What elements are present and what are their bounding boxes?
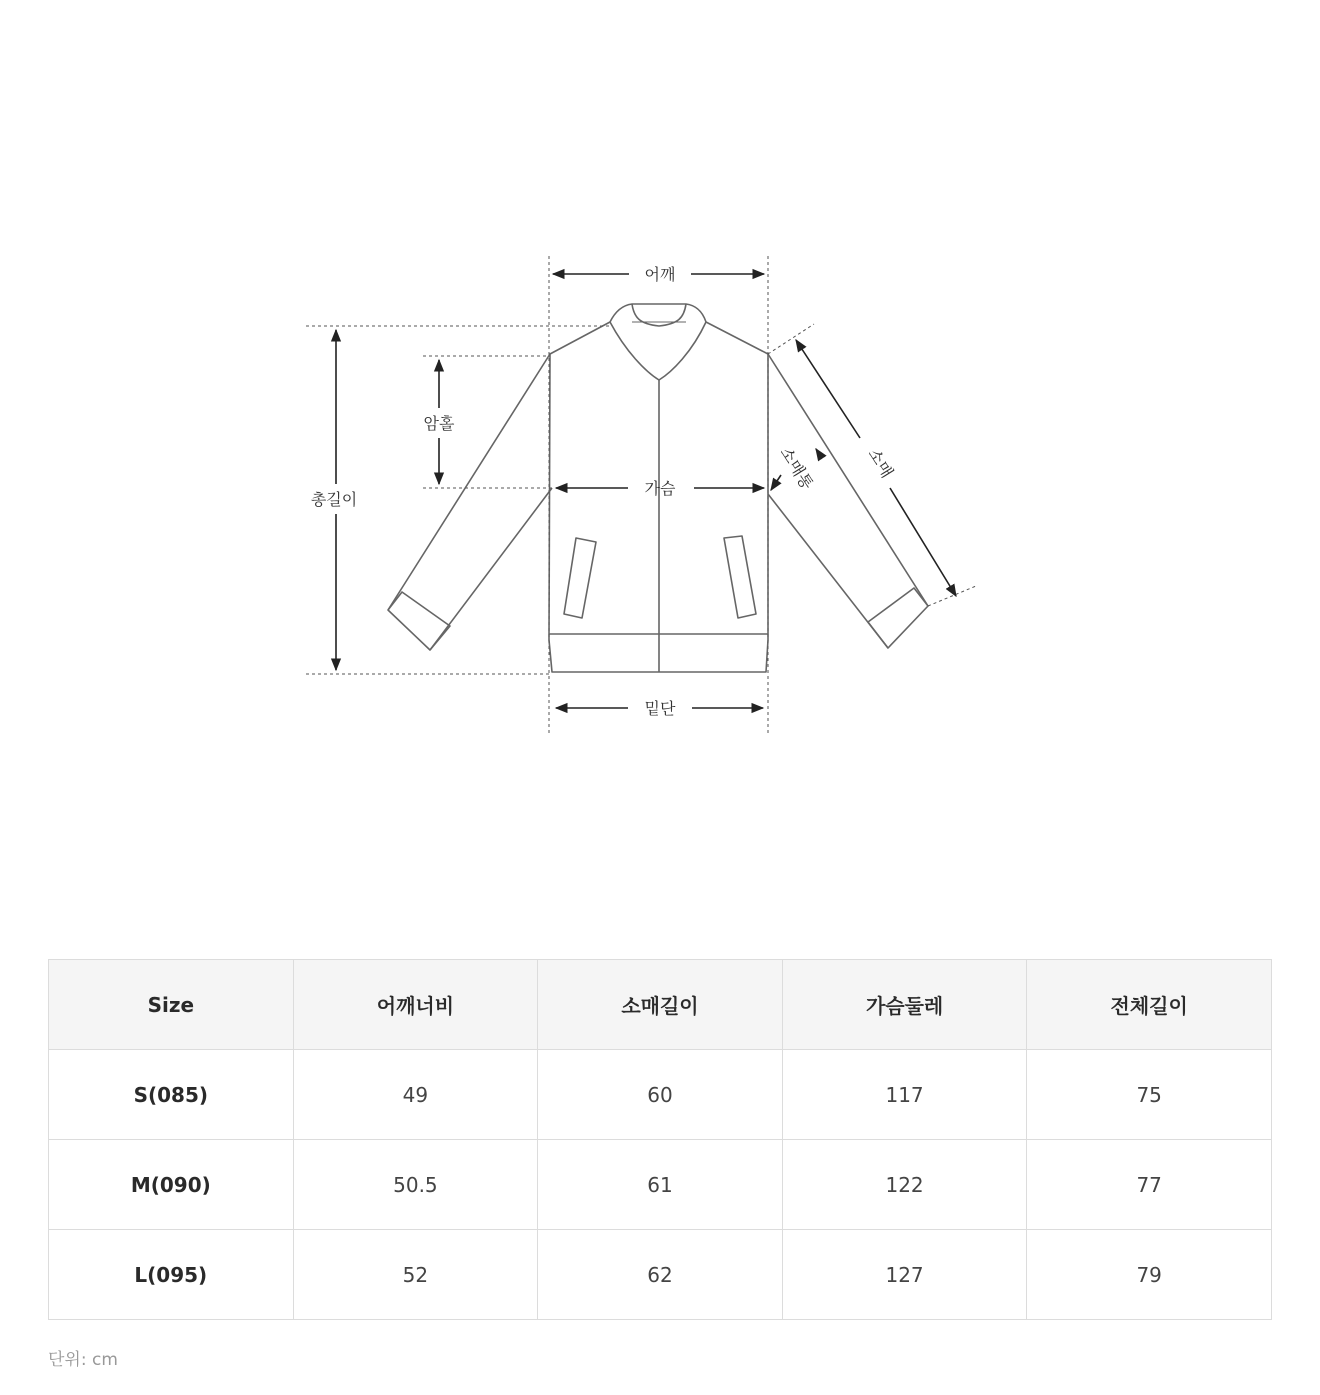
header-sleeve-length: 소매길이 — [538, 960, 783, 1050]
table-cell: 79 — [1027, 1230, 1272, 1320]
size-table — [48, 959, 1272, 1320]
table-cell: 61 — [538, 1140, 783, 1230]
header-size: Size — [49, 960, 294, 1050]
table-cell: 52 — [293, 1230, 538, 1320]
right-cuff — [868, 588, 928, 648]
header-total-length: 전체길이 — [1027, 960, 1272, 1050]
label-hem: 밑단 — [644, 699, 676, 718]
size-cell: L(095) — [49, 1230, 294, 1320]
header-shoulder-width: 어깨너비 — [293, 960, 538, 1050]
table-cell: 122 — [782, 1140, 1027, 1230]
table-cell: 60 — [538, 1050, 783, 1140]
label-sleeve: 소매 — [864, 444, 897, 482]
table-cell: 117 — [782, 1050, 1027, 1140]
table-row — [49, 1230, 1272, 1320]
table-cell: 77 — [1027, 1140, 1272, 1230]
right-sleeve — [768, 354, 928, 648]
table-cell: 127 — [782, 1230, 1027, 1320]
left-pocket — [564, 538, 596, 618]
jacket-collar — [610, 304, 706, 322]
jacket-collar-inner — [610, 322, 706, 380]
left-sleeve — [388, 354, 552, 650]
table-cell: 50.5 — [293, 1140, 538, 1230]
jacket-collar-band — [632, 304, 686, 326]
size-cell: M(090) — [49, 1140, 294, 1230]
table-row — [49, 1140, 1272, 1230]
unit-note: 단위: cm — [48, 1350, 118, 1370]
table-row — [49, 1050, 1272, 1140]
table-cell: 62 — [538, 1230, 783, 1320]
table-header-row — [49, 960, 1272, 1050]
label-shoulder: 어깨 — [644, 265, 676, 284]
label-armhole: 암홀 — [423, 414, 455, 433]
label-sleeve-width: 소매통 — [776, 443, 818, 493]
right-pocket — [724, 536, 756, 618]
guide-lines — [306, 256, 976, 734]
table-cell: 49 — [293, 1050, 538, 1140]
left-cuff — [388, 592, 450, 650]
table-cell: 75 — [1027, 1050, 1272, 1140]
size-cell: S(085) — [49, 1050, 294, 1140]
label-total-length: 총길이 — [310, 490, 358, 509]
header-chest-circumference: 가슴둘레 — [782, 960, 1027, 1050]
label-chest: 가슴 — [644, 479, 676, 498]
